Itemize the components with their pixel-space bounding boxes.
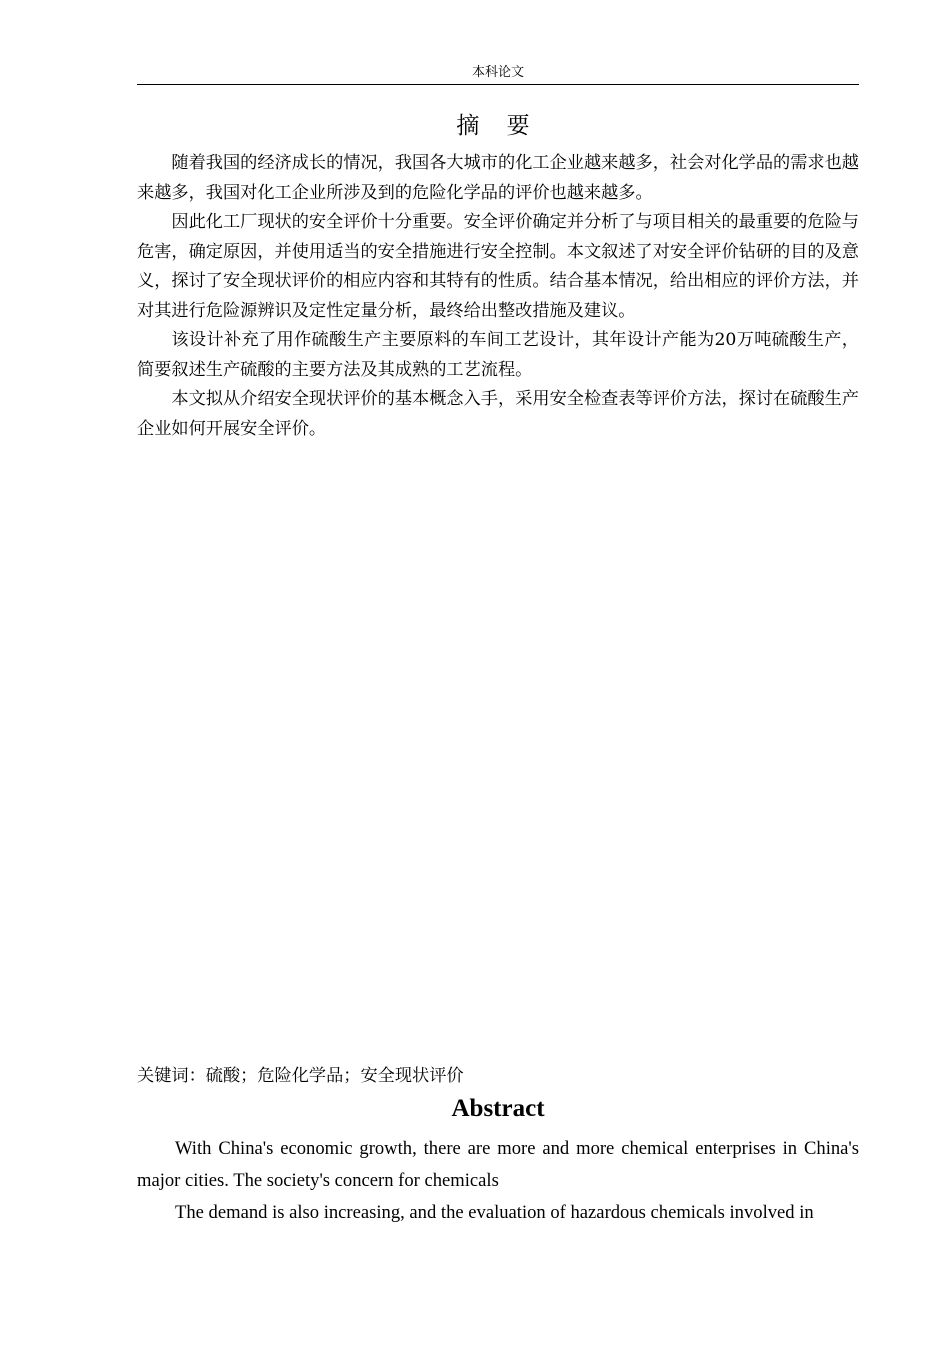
- abstract-cn-paragraph: 该设计补充了用作硫酸生产主要原料的车间工艺设计，其年设计产能为20万吨硫酸生产，简要叙述生产硫酸的主要方法及其成熟的工艺流程。: [137, 330, 859, 380]
- keywords-line: [137, 1062, 859, 1090]
- abstract-en-body: [137, 1133, 859, 1229]
- keywords-label: 关键词：: [137, 1066, 206, 1086]
- abstract-en-paragraph: With China's economic growth, there are more and more chemical enterprises in China's major cities. The society's concern for chemicals: [137, 1138, 859, 1191]
- abstract-cn-paragraph: 本文拟从介绍安全现状评价的基本概念入手，采用安全检查表等评价方法，探讨在硫酸生产企业如何开展安全评价。: [137, 389, 859, 439]
- abstract-cn-title: 摘 要: [456, 113, 540, 139]
- running-header: 本科论文: [471, 65, 524, 80]
- abstract-cn-paragraph: 随着我国的经济成长的情况，我国各大城市的化工企业越来越多，社会对化学品的需求也越来越多，我国对化工企业所涉及到的危险化学品的评价也越来越多。: [137, 153, 859, 203]
- abstract-cn-body: [137, 149, 859, 444]
- abstract-en-paragraph: The demand is also increasing, and the evaluation of hazardous chemicals involved in: [175, 1202, 814, 1223]
- abstract-en-title: Abstract: [451, 1095, 545, 1122]
- keywords-value: 硫酸；危险化学品；安全现状评价: [205, 1066, 464, 1086]
- header-rule: [137, 84, 859, 85]
- abstract-cn-paragraph: 因此化工厂现状的安全评价十分重要。安全评价确定并分析了与项目相关的最重要的危险与危害，确定原因，并使用适当的安全措施进行安全控制。本文叙述了对安全评价钻研的目的及意义，探讨了安全现状评价的相应内容和其特有的性质。结合基本情况，给出相应的评价方法，并对其进行危险源辨识及定性定量分析，最终给出整改措施及建议。: [137, 212, 859, 321]
